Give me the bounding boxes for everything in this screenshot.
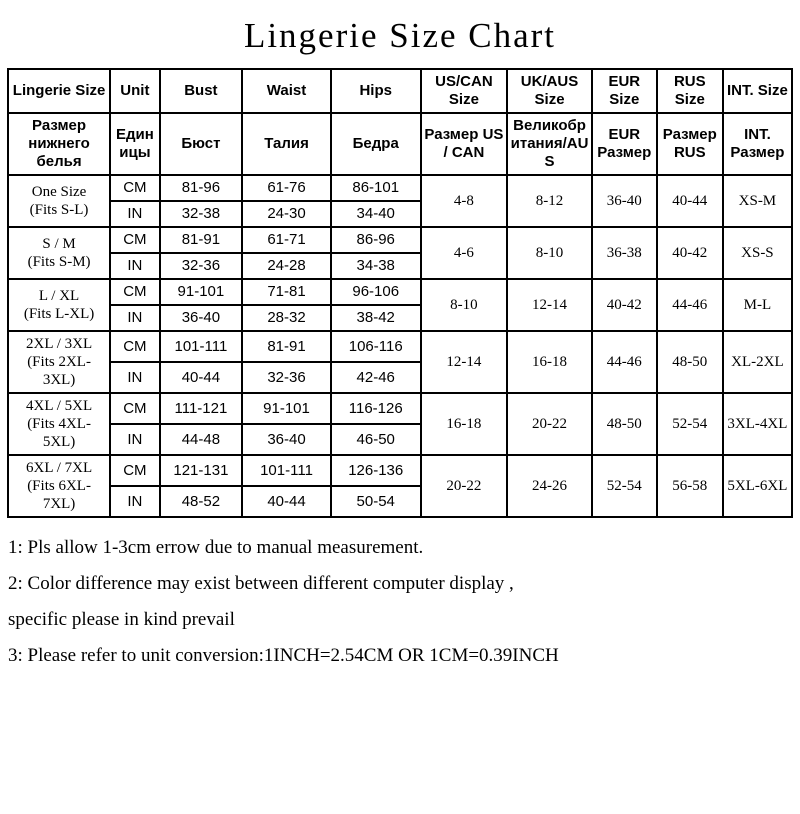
table-row bbox=[8, 455, 792, 486]
cell-hips-cm: 86-101 bbox=[331, 175, 421, 201]
cell-unit-cm: CM bbox=[110, 227, 160, 253]
cell-hips-in: 38-42 bbox=[331, 305, 421, 331]
cell-hips-cm: 96-106 bbox=[331, 279, 421, 305]
column-header-uk-aus-size: UK/AUS Size bbox=[507, 69, 592, 113]
cell-eur: 40-42 bbox=[592, 279, 657, 331]
cell-waist-in: 36-40 bbox=[242, 424, 331, 455]
note-color-difference-continued: specific please in kind prevail bbox=[8, 609, 235, 630]
cell-waist-in: 40-44 bbox=[242, 486, 331, 517]
cell-int: M-L bbox=[723, 279, 792, 331]
column-header-ru-bust: Бюст bbox=[160, 113, 243, 175]
column-header-int-size: INT. Size bbox=[723, 69, 792, 113]
cell-us-can: 4-6 bbox=[421, 227, 508, 279]
cell-rus: 52-54 bbox=[657, 393, 723, 455]
cell-rus: 48-50 bbox=[657, 331, 723, 393]
size-label: 4XL / 5XL bbox=[26, 398, 93, 414]
cell-hips-in: 34-38 bbox=[331, 253, 421, 279]
note-measurement-tolerance: 1: Pls allow 1-3cm errow due to manual measurement. bbox=[8, 537, 424, 558]
column-header-bust: Bust bbox=[160, 69, 243, 113]
cell-waist-cm: 61-71 bbox=[242, 227, 331, 253]
size-label: L / XL bbox=[38, 288, 80, 304]
notes-section bbox=[8, 532, 792, 672]
cell-uk-aus: 20-22 bbox=[507, 393, 592, 455]
table-row bbox=[8, 393, 792, 424]
cell-us-can: 16-18 bbox=[421, 393, 508, 455]
cell-size bbox=[8, 175, 110, 227]
cell-size bbox=[8, 279, 110, 331]
cell-int: 5XL-6XL bbox=[723, 455, 792, 517]
cell-waist-cm: 81-91 bbox=[242, 331, 331, 362]
cell-bust-in: 44-48 bbox=[160, 424, 243, 455]
size-chart-table bbox=[7, 68, 793, 518]
column-header-us-can-size: US/CAN Size bbox=[421, 69, 508, 113]
cell-size bbox=[8, 455, 110, 517]
size-label: S / M bbox=[42, 236, 76, 252]
column-header-waist: Waist bbox=[242, 69, 331, 113]
cell-unit-in: IN bbox=[110, 486, 160, 517]
cell-uk-aus: 8-12 bbox=[507, 175, 592, 227]
cell-us-can: 4-8 bbox=[421, 175, 508, 227]
column-header-unit: Unit bbox=[110, 69, 160, 113]
cell-size bbox=[8, 331, 110, 393]
cell-bust-in: 48-52 bbox=[160, 486, 243, 517]
cell-bust-in: 40-44 bbox=[160, 362, 243, 393]
cell-waist-cm: 91-101 bbox=[242, 393, 331, 424]
cell-unit-in: IN bbox=[110, 201, 160, 227]
column-header-eur-size: EUR Size bbox=[592, 69, 657, 113]
cell-waist-in: 32-36 bbox=[242, 362, 331, 393]
column-header-ru-hips: Бедра bbox=[331, 113, 421, 175]
column-header-ru-lingerie-size: Размер нижнего белья bbox=[8, 113, 110, 175]
size-sublabel: (Fits 6XL-7XL) bbox=[27, 478, 91, 512]
cell-bust-cm: 121-131 bbox=[160, 455, 243, 486]
size-sublabel: (Fits L-XL) bbox=[23, 306, 95, 322]
cell-hips-cm: 86-96 bbox=[331, 227, 421, 253]
cell-bust-cm: 101-111 bbox=[160, 331, 243, 362]
cell-uk-aus: 16-18 bbox=[507, 331, 592, 393]
cell-unit-cm: CM bbox=[110, 279, 160, 305]
column-header-ru-eur-size: EUR Размер bbox=[592, 113, 657, 175]
cell-eur: 48-50 bbox=[592, 393, 657, 455]
column-header-ru-uk-aus-size: Великобритания/AUS bbox=[507, 113, 592, 175]
cell-int: XL-2XL bbox=[723, 331, 792, 393]
cell-eur: 36-40 bbox=[592, 175, 657, 227]
table-row bbox=[8, 175, 792, 201]
cell-hips-cm: 126-136 bbox=[331, 455, 421, 486]
note-color-difference: 2: Color difference may exist between different computer display , bbox=[8, 573, 514, 594]
column-header-hips: Hips bbox=[331, 69, 421, 113]
table-row bbox=[8, 279, 792, 305]
cell-int: 3XL-4XL bbox=[723, 393, 792, 455]
cell-us-can: 20-22 bbox=[421, 455, 508, 517]
cell-us-can: 12-14 bbox=[421, 331, 508, 393]
cell-bust-in: 32-38 bbox=[160, 201, 243, 227]
cell-int: XS-M bbox=[723, 175, 792, 227]
cell-hips-cm: 116-126 bbox=[331, 393, 421, 424]
cell-rus: 40-42 bbox=[657, 227, 723, 279]
cell-unit-in: IN bbox=[110, 362, 160, 393]
column-header-ru-rus-size: Размер RUS bbox=[657, 113, 723, 175]
cell-bust-cm: 81-96 bbox=[160, 175, 243, 201]
cell-eur: 44-46 bbox=[592, 331, 657, 393]
size-sublabel: (Fits 4XL-5XL) bbox=[27, 416, 91, 450]
cell-unit-cm: CM bbox=[110, 455, 160, 486]
cell-bust-cm: 81-91 bbox=[160, 227, 243, 253]
column-header-ru-us-can-size: Размер US / CAN bbox=[421, 113, 508, 175]
cell-waist-in: 24-28 bbox=[242, 253, 331, 279]
cell-unit-cm: CM bbox=[110, 393, 160, 424]
size-label: One Size bbox=[31, 184, 87, 200]
cell-unit-in: IN bbox=[110, 253, 160, 279]
cell-rus: 40-44 bbox=[657, 175, 723, 227]
cell-rus: 56-58 bbox=[657, 455, 723, 517]
cell-eur: 52-54 bbox=[592, 455, 657, 517]
column-header-ru-waist: Талия bbox=[242, 113, 331, 175]
cell-uk-aus: 8-10 bbox=[507, 227, 592, 279]
cell-us-can: 8-10 bbox=[421, 279, 508, 331]
cell-int: XS-S bbox=[723, 227, 792, 279]
cell-bust-in: 32-36 bbox=[160, 253, 243, 279]
cell-waist-cm: 101-111 bbox=[242, 455, 331, 486]
size-sublabel: (Fits 2XL-3XL) bbox=[27, 354, 91, 388]
table-header-row-en bbox=[8, 69, 792, 113]
cell-eur: 36-38 bbox=[592, 227, 657, 279]
cell-hips-in: 50-54 bbox=[331, 486, 421, 517]
cell-bust-in: 36-40 bbox=[160, 305, 243, 331]
cell-waist-in: 24-30 bbox=[242, 201, 331, 227]
note-unit-conversion: 3: Please refer to unit conversion:1INCH=2.54CM OR 1CM=0.39INCH bbox=[8, 645, 559, 666]
page-title: Lingerie Size Chart bbox=[243, 16, 557, 55]
column-header-lingerie-size: Lingerie Size bbox=[8, 69, 110, 113]
size-sublabel: (Fits S-L) bbox=[29, 202, 89, 218]
column-header-ru-unit: Единицы bbox=[110, 113, 160, 175]
table-row bbox=[8, 227, 792, 253]
cell-hips-in: 42-46 bbox=[331, 362, 421, 393]
cell-uk-aus: 12-14 bbox=[507, 279, 592, 331]
cell-unit-cm: CM bbox=[110, 331, 160, 362]
cell-hips-in: 34-40 bbox=[331, 201, 421, 227]
cell-size bbox=[8, 227, 110, 279]
cell-unit-in: IN bbox=[110, 305, 160, 331]
cell-hips-in: 46-50 bbox=[331, 424, 421, 455]
cell-uk-aus: 24-26 bbox=[507, 455, 592, 517]
cell-hips-cm: 106-116 bbox=[331, 331, 421, 362]
cell-waist-cm: 61-76 bbox=[242, 175, 331, 201]
size-chart-page bbox=[0, 14, 800, 814]
size-label: 6XL / 7XL bbox=[26, 460, 93, 476]
cell-bust-cm: 91-101 bbox=[160, 279, 243, 305]
cell-unit-in: IN bbox=[110, 424, 160, 455]
cell-size bbox=[8, 393, 110, 455]
column-header-rus-size: RUS Size bbox=[657, 69, 723, 113]
size-label: 2XL / 3XL bbox=[26, 336, 93, 352]
table-header-row-ru bbox=[8, 113, 792, 175]
cell-unit-cm: CM bbox=[110, 175, 160, 201]
cell-bust-cm: 111-121 bbox=[160, 393, 243, 424]
cell-waist-cm: 71-81 bbox=[242, 279, 331, 305]
column-header-ru-int-size: INT. Размер bbox=[723, 113, 792, 175]
cell-waist-in: 28-32 bbox=[242, 305, 331, 331]
table-row bbox=[8, 331, 792, 362]
cell-rus: 44-46 bbox=[657, 279, 723, 331]
size-sublabel: (Fits S-M) bbox=[27, 254, 91, 270]
